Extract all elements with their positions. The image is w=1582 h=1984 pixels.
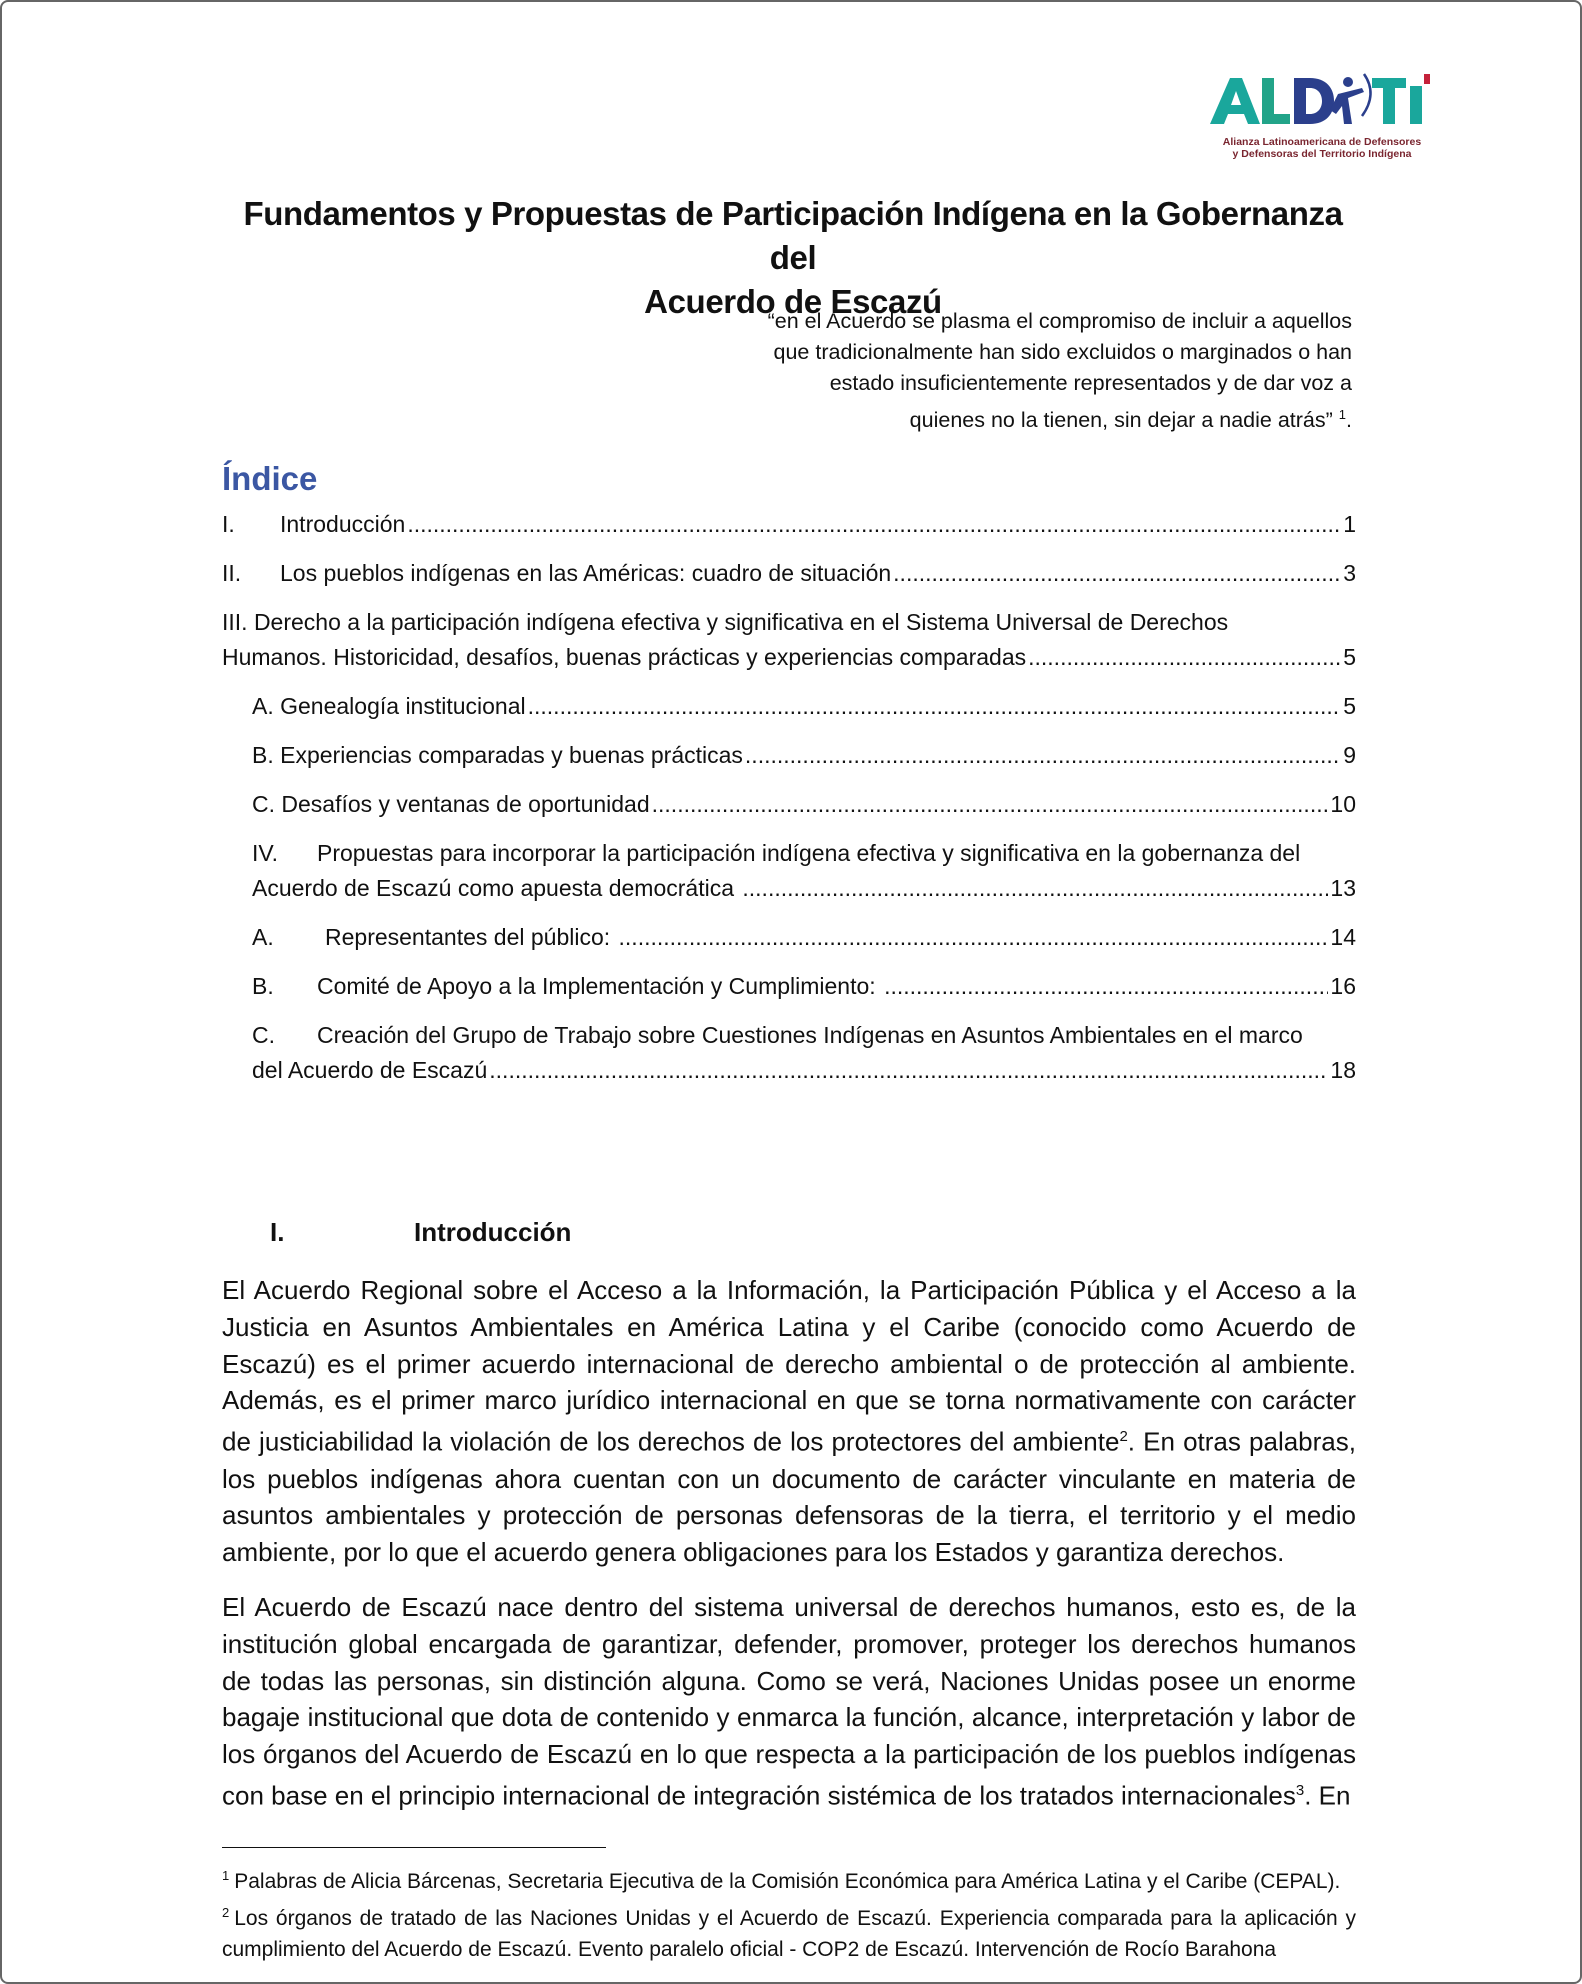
toc-entry-propuestas[interactable] — [222, 836, 1356, 906]
toc-text-line2: del Acuerdo de Escazú — [252, 1057, 488, 1083]
paragraph-2 — [222, 1589, 1356, 1814]
footnote-1-text: Palabras de Alicia Bárcenas, Secretaria Ejecutiva de la Comisión Económica para América Latina y el Caribe (CEPAL). — [234, 1870, 1341, 1893]
footnote-2-number: 2 — [222, 1905, 230, 1920]
toc-num: II. — [222, 560, 242, 586]
toc-text-line1: III. Derecho a la participación indígena efectiva y significativa en el Sistema Universal de Derechos — [222, 609, 1229, 635]
toc-page: 1 — [1343, 511, 1356, 537]
toc-num: IV. — [252, 840, 279, 866]
toc-leader — [489, 1053, 1328, 1088]
footnote-2-text: Los órganos de tratado de las Naciones Unidas y el Acuerdo de Escazú. Experiencia comparada para la aplicación y cumplimiento del Acuerdo de Escazú. Evento paralelo oficial - COP2 de Escazú. Intervención de Rocío Barahona — [222, 1907, 1356, 1961]
toc-text-line2: Humanos. Historicidad, desafíos, buenas prácticas y experiencias comparadas — [222, 644, 1027, 670]
paragraph-1 — [222, 1272, 1356, 1571]
toc-leader — [1028, 640, 1341, 675]
toc-entry-experiencias[interactable] — [222, 738, 1356, 773]
quote-line4 — [712, 399, 1352, 436]
paragraph-1-a: El Acuerdo Regional sobre el Acceso a la Información, la Participación Pública y el Acceso a la Justicia en Asuntos Ambientales en América Latina y el Caribe (conocido como Acuerdo de Escazú) es el primer acuerdo internacional de derecho ambiental o de protección al ambiente. Además, es el primer marco jurídico internacional en que se torna normativamente con carácter de justiciabilidad la violación de los derechos de los protectores del ambiente — [222, 1275, 1356, 1457]
table-of-contents — [222, 507, 1356, 1102]
toc-text: A. Genealogía institucional — [252, 693, 526, 719]
toc-page: 18 — [1330, 1057, 1356, 1083]
title-line2: Acuerdo de Escazú — [644, 283, 942, 320]
toc-page: 13 — [1330, 875, 1356, 901]
toc-text: Los pueblos indígenas en las Américas: cuadro de situación — [280, 560, 892, 586]
toc-num: I. — [222, 511, 235, 537]
section-number: I. — [270, 1217, 285, 1247]
aldoti-logo — [1202, 64, 1442, 164]
toc-leader — [884, 969, 1328, 1004]
toc-page: 16 — [1330, 973, 1356, 999]
toc-entry-comite[interactable] — [222, 969, 1356, 1004]
toc-leader — [528, 689, 1342, 724]
toc-text: B. Experiencias comparadas y buenas prácticas — [252, 742, 743, 768]
logo-caption-line2: y Defensoras del Territorio Indígena — [1232, 148, 1412, 160]
toc-page: 10 — [1330, 791, 1356, 817]
index-heading: Índice — [222, 460, 318, 497]
toc-leader — [745, 738, 1341, 773]
toc-page: 5 — [1343, 644, 1356, 670]
footnotes — [222, 1860, 1356, 1965]
toc-page: 5 — [1343, 693, 1356, 719]
footnote-divider — [222, 1847, 606, 1848]
footnote-2 — [222, 1897, 1356, 1965]
footnote-1-number: 1 — [222, 1868, 230, 1883]
body-text — [222, 1272, 1356, 1832]
toc-text: Representantes del público: — [325, 924, 617, 950]
toc-entry-genealogia[interactable] — [222, 689, 1356, 724]
logo-caption-line1: Alianza Latinoamericana de Defensores — [1222, 136, 1422, 148]
toc-page: 14 — [1330, 924, 1356, 950]
logo-caption — [1202, 136, 1442, 160]
logo-mark-icon — [1202, 64, 1442, 134]
toc-entry-derecho-participacion[interactable] — [222, 605, 1356, 675]
toc-entry-representantes[interactable] — [222, 920, 1356, 955]
epigraph-quote — [712, 306, 1352, 436]
toc-num: A. — [252, 924, 274, 950]
toc-text-line1: Creación del Grupo de Trabajo sobre Cuestiones Indígenas en Asuntos Ambientales en el marco — [317, 1022, 1303, 1048]
quote-line3: estado insuficientemente representados y de dar voz a — [829, 371, 1352, 395]
toc-text: Introducción — [280, 511, 406, 537]
toc-text-line1: Propuestas para incorporar la participación indígena efectiva y significativa en la gobernanza del — [317, 840, 1301, 866]
section-heading-introduccion — [270, 1217, 571, 1248]
toc-num: C. — [252, 1022, 275, 1048]
toc-entry-desafios[interactable] — [222, 787, 1356, 822]
footnote-ref-1[interactable]: 1 — [1338, 407, 1347, 422]
footnote-ref-2[interactable]: 2 — [1119, 1428, 1128, 1446]
toc-leader — [893, 556, 1341, 591]
document-title — [222, 192, 1364, 324]
paragraph-1-b: . En otras palabras, los pueblos indígenas ahora cuentan con un documento de carácter vinculante en materia de asuntos ambientales y protección de personas defensoras de la tierra, el territorio y el medio ambiente, por lo que el acuerdo genera obligaciones para los Estados y garantiza derechos. — [222, 1426, 1356, 1568]
title-line1: Fundamentos y Propuestas de Participación Indígena en la Gobernanza del — [243, 195, 1343, 276]
quote-line1: “en el Acuerdo se plasma el compromiso de incluir a aquellos — [767, 309, 1352, 333]
paragraph-2-b: . En — [1304, 1780, 1351, 1811]
toc-text: C. Desafíos y ventanas de oportunidad — [252, 791, 650, 817]
toc-leader — [742, 871, 1328, 906]
quote-line4-text: quienes no la tienen, sin dejar a nadie atrás” — [909, 408, 1333, 433]
toc-page: 3 — [1343, 560, 1356, 586]
toc-entry-grupo-trabajo[interactable] — [222, 1018, 1356, 1088]
toc-num: B. — [252, 973, 274, 999]
toc-entry-pueblos-indigenas[interactable] — [222, 556, 1356, 591]
toc-leader — [652, 787, 1329, 822]
quote-line2: que tradicionalmente han sido excluidos o marginados o han — [773, 340, 1352, 364]
toc-text-line2: Acuerdo de Escazú como apuesta democrática — [252, 875, 741, 901]
toc-page: 9 — [1343, 742, 1356, 768]
toc-entry-introduccion[interactable] — [222, 507, 1356, 542]
toc-leader — [619, 920, 1329, 955]
section-title: Introducción — [414, 1217, 572, 1247]
footnote-ref-3[interactable]: 3 — [1295, 1782, 1305, 1800]
toc-text: Comité de Apoyo a la Implementación y Cumplimiento: — [317, 973, 883, 999]
paragraph-2-a: El Acuerdo de Escazú nace dentro del sistema universal de derechos humanos, esto es, de la institución global encargada de garantizar, defender, promover, proteger los derechos humanos de todas las personas, sin distinción alguna. Como se verá, Naciones Unidas posee un enorme bagaje institucional que dota de contenido y enmarca la función, alcance, interpretación y labor de los órganos del Acuerdo de Escazú en lo que respecta a la participación de los pueblos indígenas con base en el principio internacional de integración sistémica de los tratados internacionales — [222, 1592, 1356, 1811]
footnote-1 — [222, 1860, 1356, 1897]
quote-end: . — [1346, 408, 1352, 433]
toc-leader — [407, 507, 1341, 542]
